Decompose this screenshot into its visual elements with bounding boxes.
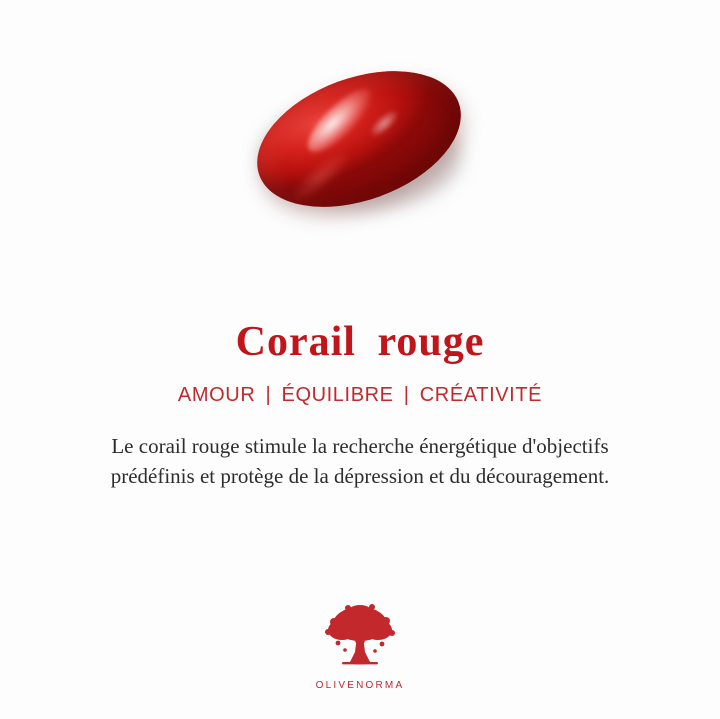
keyword-list	[178, 384, 542, 407]
brand-logo	[0, 602, 720, 691]
description-text: Le corail rouge stimule la recherche énergétique d'objectifs prédéfinis et protège de la dépression et du découragement.	[110, 434, 610, 489]
gemstone-edge-glow	[286, 145, 354, 207]
keyword-item-creativite: CRÉATIVITÉ	[419, 384, 543, 406]
red-coral-cabochon-image	[253, 78, 468, 203]
keyword-item-amour: AMOUR	[177, 384, 256, 406]
page-title: Corail rouge	[235, 319, 485, 365]
brand-wordmark: OLIVENORMA	[315, 680, 405, 691]
gemstone-image-area	[0, 0, 720, 290]
gemstone-highlight-secondary	[366, 106, 401, 139]
keyword-item-equilibre: ÉQUILIBRE	[281, 384, 394, 406]
gemstone-highlight-primary	[299, 79, 382, 160]
keyword-separator: |	[403, 384, 410, 406]
tree-icon	[314, 602, 406, 676]
keyword-separator: |	[265, 384, 272, 406]
